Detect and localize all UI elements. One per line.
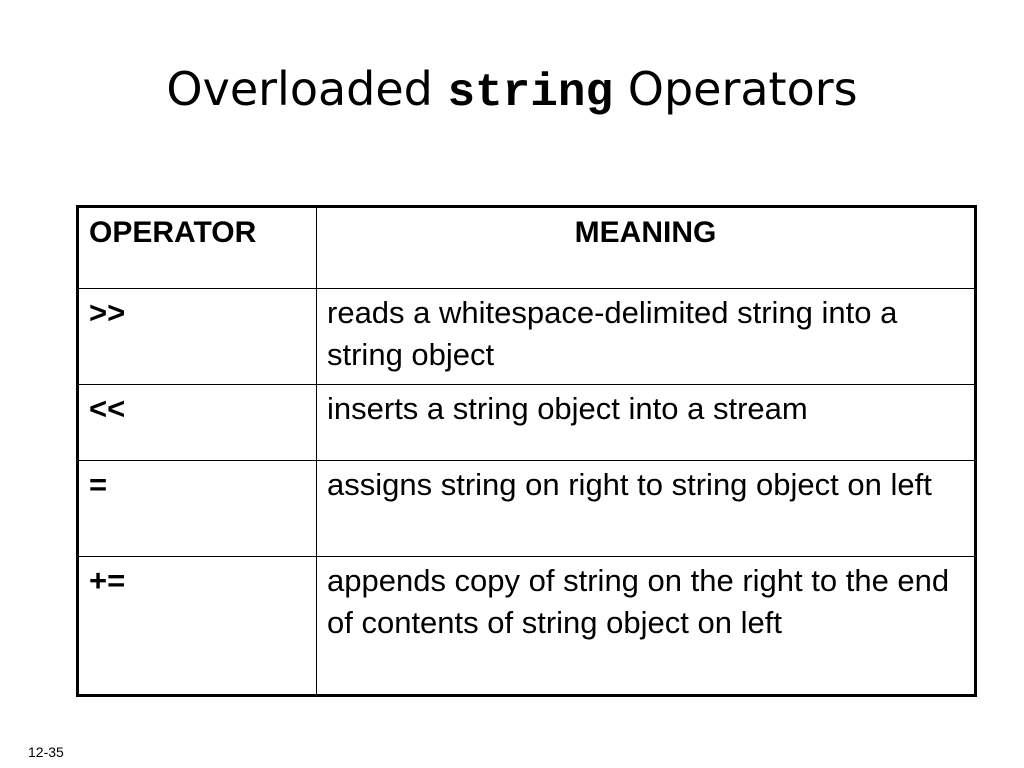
meaning-cell: appends copy of string on the right to the end of contents of string object on left bbox=[317, 557, 976, 696]
meaning-cell: inserts a string object into a stream bbox=[317, 385, 976, 461]
operator-cell: << bbox=[78, 385, 317, 461]
table-row bbox=[78, 385, 976, 461]
table-row bbox=[78, 461, 976, 557]
header-meaning: MEANING bbox=[317, 207, 976, 289]
operator-cell: += bbox=[78, 557, 317, 696]
meaning-cell: reads a whitespace-delimited string into a string object bbox=[317, 289, 976, 385]
title-code-keyword: string bbox=[447, 67, 614, 119]
operator-cell: >> bbox=[78, 289, 317, 385]
slide-title bbox=[0, 62, 1024, 121]
meaning-cell: assigns string on right to string object on left bbox=[317, 461, 976, 557]
table-row bbox=[78, 557, 976, 696]
slide-number: 12-35 bbox=[28, 744, 64, 760]
operator-cell: = bbox=[78, 461, 317, 557]
title-text-after: Operators bbox=[613, 62, 858, 116]
table-row bbox=[78, 289, 976, 385]
header-operator: OPERATOR bbox=[78, 207, 317, 289]
table-header-row bbox=[78, 207, 976, 289]
operators-table bbox=[76, 205, 977, 697]
title-text-before: Overloaded bbox=[166, 62, 448, 116]
